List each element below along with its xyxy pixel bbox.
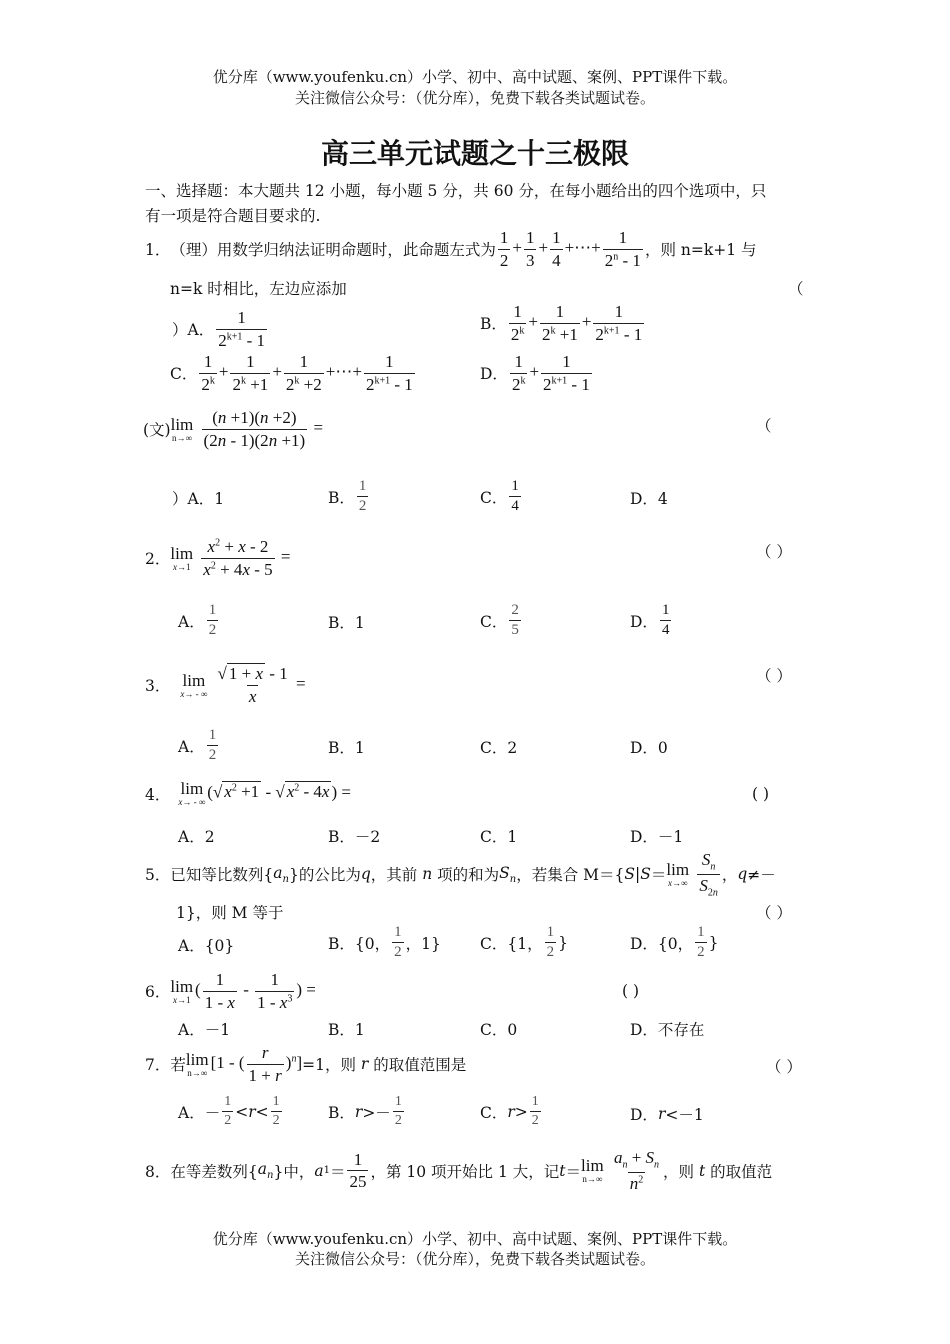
q1-option-d-label: D． (480, 365, 508, 384)
q3-stem: 3． lim x→ - ∞ $\frac{√ 1 + x - 1}{x}$ = (145, 664, 306, 706)
q3-option-a: A． $\frac{1}{2}$ (178, 727, 217, 764)
q8-text-c: ＝ (329, 1162, 346, 1181)
q6-option-c: C．0 (480, 1021, 518, 1039)
q7-option-c: C． r > $\frac{1}{2}$ (480, 1094, 539, 1129)
q2-option-d-label: D． (630, 612, 658, 631)
q7-option-a-label: A．－ (178, 1103, 221, 1122)
q1w-option-b: B． $\frac{1}{2}$ (328, 478, 367, 515)
q5-option-c-a: C．{1， (480, 934, 543, 953)
q4-stem: 4． lim x→ - ∞ (√ $x^2 +1$ - √ $x^2 - 4x$ ) = (145, 779, 351, 807)
q5-line-2: 1}，则 M 等于 (176, 904, 284, 922)
header-line-2: 关注微信公众号：（优分库），免费下载各类试题试卷。 (294, 89, 655, 107)
q2-answer-paren: （ ） (756, 543, 792, 561)
q5-option-b-a: B．{0， (328, 934, 391, 953)
q1-option-c-label: C． (170, 365, 198, 384)
q3-option-b: B．1 (328, 739, 365, 757)
q1-option-a: ）A． $\frac{1}{2^{k+1} - 1}$ (172, 308, 266, 350)
q5-option-d-b: } (708, 933, 719, 952)
section-intro-line-2: 有一项是符合题目要求的. (145, 207, 321, 225)
q1-option-c: C． $\frac{1}{2^k}$ + $\frac{1}{2^k +1}$ + $\frac{1}{2^k +2}$ +⋯+ $\frac{1}{2^{k+1} - 1}$ (170, 352, 413, 394)
q5-text-g: ， (721, 866, 738, 885)
q6-option-b: B．1 (328, 1021, 365, 1039)
page-title: 高三单元试题之十三极限 (320, 137, 629, 170)
q3-answer-paren: （ ） (756, 667, 792, 685)
q5-option-d-a: D．{0， (630, 934, 694, 953)
q8-text-a: 在等差数列{ (170, 1162, 258, 1181)
q7-stem: 7． 若 lim n→∞ [1 - ( $\frac{r}{1 + r}$ )$^n$] =1，则 r 的取值范围是 (145, 1043, 467, 1085)
q1w-prefix: (文) (143, 421, 171, 440)
q1-text-a: （理）用数学归纳法证明命题时，此命题左式为 (170, 241, 496, 260)
q5-text-a: 已知等比数列{ (170, 866, 274, 885)
q5-text-e: ，若集合 M＝{ (516, 866, 625, 885)
q5-option-c: C．{1， $\frac{1}{2}$ } (480, 924, 568, 961)
q7-option-a: A．－ $\frac{1}{2}$ < r < $\frac{1}{2}$ (178, 1094, 280, 1129)
q5-text-f: ＝ (650, 866, 667, 885)
q6-option-a: A．－1 (178, 1021, 231, 1039)
q1-answer-paren: （ (788, 280, 804, 298)
q1-option-b-label: B． (480, 315, 507, 334)
q2-option-a-label: A． (178, 612, 205, 631)
q8-text-b: }中， (273, 1162, 315, 1181)
q1w-option-d: D．4 (630, 490, 668, 508)
q7-text-b: =1，则 (302, 1056, 356, 1075)
q4-option-c: C．1 (480, 828, 518, 846)
q4-option-b: B．－2 (328, 828, 381, 846)
q8-number: 8． (145, 1162, 171, 1181)
q7-text-c: 的取值范围是 (373, 1056, 467, 1075)
q5-number: 5． (145, 866, 171, 885)
q3-option-d: D．0 (630, 739, 668, 757)
q5-option-b: B．{0， $\frac{1}{2}$ ，1} (328, 924, 441, 961)
q5-answer-paren: （ ） (756, 904, 792, 922)
q6-number: 6． (145, 983, 171, 1002)
q6-answer-paren: ( ) (622, 982, 640, 1000)
q5-option-b-b: ，1} (405, 934, 441, 953)
q1-number: 1． (145, 241, 171, 260)
q6-option-d: D．不存在 (630, 1021, 705, 1039)
q4-option-d: D．－1 (630, 828, 684, 846)
q7-option-b-label: B． (328, 1103, 355, 1122)
q7-option-d: D． r <－1 (630, 1105, 704, 1124)
q7-option-b: B． r >－ $\frac{1}{2}$ (328, 1094, 402, 1129)
q8-stem: 8． 在等差数列{ $a_n$ }中， a 1 ＝ $\frac{1}{25}$ ，第 10 项开始比 1 大，记 t ＝ lim n→∞ $\frac{a_n + S_n}{n^2}$ ，则 t 的取值范 (145, 1148, 773, 1193)
q7-option-c-label: C． (480, 1103, 508, 1122)
q1w-option-c: C． $\frac{1}{4}$ (480, 478, 519, 515)
q1-formula: $\frac{1}{2}$ + $\frac{1}{3}$ + $\frac{1}{4}$ +⋯+ $\frac{1}{2^n - 1}$ (499, 228, 641, 270)
q3-option-c: C．2 (480, 739, 518, 757)
q5-option-c-b: } (558, 933, 568, 952)
q5-text-c: ，其前 (370, 866, 418, 885)
q8-text-f: ，则 (663, 1162, 695, 1181)
q1-stem (145, 228, 757, 270)
q4-answer-paren: ( ) (752, 785, 770, 803)
q8-text-e: ＝ (565, 1162, 582, 1181)
q8-text-g: 的取值范 (710, 1162, 773, 1181)
q2-option-b: B．1 (328, 614, 365, 632)
section-intro-line-1: 一、选择题：本大题共 12 小题，每小题 5 分，共 60 分，在每小题给出的四个选项中，只 (145, 182, 767, 200)
q7-option-d-label: D． (630, 1106, 658, 1124)
q1w-option-b-label: B． (328, 488, 355, 507)
q7-answer-paren: （ ） (766, 1058, 802, 1076)
footer-line-2: 关注微信公众号：（优分库），免费下载各类试题试卷。 (294, 1250, 655, 1268)
q7-number: 7． (145, 1056, 171, 1075)
q4-option-a: A．2 (178, 828, 215, 846)
q3-number: 3． (145, 677, 171, 696)
q1-option-d: D． $\frac{1}{2^k}$ + $\frac{1}{2^{k+1} - 1}$ (480, 352, 590, 394)
q5-option-d: D．{0， $\frac{1}{2}$ } (630, 924, 719, 961)
q8-text-d: ，第 10 项开始比 1 大，记 (370, 1162, 560, 1181)
q1-option-b: B． $\frac{1}{2^k}$ + $\frac{1}{2^k +1}$ + $\frac{1}{2^{k+1} - 1}$ (480, 302, 643, 344)
q2-option-c-label: C． (480, 612, 508, 631)
footer-line-1: 优分库（www.youfenku.cn）小学、初中、高中试题、案例、PPT课件下载。 (212, 1230, 738, 1248)
q5-text-d: 项的和为 (437, 866, 500, 885)
q1w-stem: (文) lim n→∞ $\frac{(n +1)(n +2)}{(2n - 1)(2n +1)}$ = (143, 408, 324, 450)
q1w-answer-paren: （ (756, 417, 772, 435)
q1-option-a-label: ）A． (172, 321, 215, 340)
q2-option-a: A． $\frac{1}{2}$ (178, 602, 217, 639)
q2-number: 2． (145, 550, 171, 569)
q2-option-c: C． $\frac{2}{5}$ (480, 602, 519, 639)
q4-number: 4． (145, 785, 171, 804)
q5-text-h: ≠－ (747, 866, 776, 885)
q1w-option-a: ）A．1 (172, 490, 225, 508)
q1-text-b: ，则 n=k+1 与 (644, 241, 757, 260)
q1w-option-c-label: C． (480, 488, 508, 507)
q1-text-c: n=k 时相比，左边应添加 (170, 280, 347, 298)
q2-stem: 2． lim x→1 $\frac{x^2 + x - 2}{x^2 + 4x - 5}$ = (145, 537, 291, 579)
q2-option-d: D． $\frac{1}{4}$ (630, 602, 670, 639)
q7-text-a: 若 (170, 1056, 186, 1075)
q3-option-a-label: A． (178, 737, 205, 756)
q6-stem: 6． lim x→1 ( $\frac{1}{1 - x}$ - $\frac{1}{1 - x^3}$ ) = (145, 970, 316, 1012)
header-line-1: 优分库（www.youfenku.cn）小学、初中、高中试题、案例、PPT课件下载。 (212, 68, 738, 86)
q5-stem: 5． 已知等比数列{ $a_n$ }的公比为 q ，其前 n 项的和为 $S_n$ ，若集合 M＝{ S | S ＝ lim x→∞ $\frac{S_n}{S_{2n}}$ ， q ≠－ (145, 850, 776, 899)
q5-option-a: A．{0} (178, 937, 235, 955)
q5-text-b: }的公比为 (288, 866, 361, 885)
